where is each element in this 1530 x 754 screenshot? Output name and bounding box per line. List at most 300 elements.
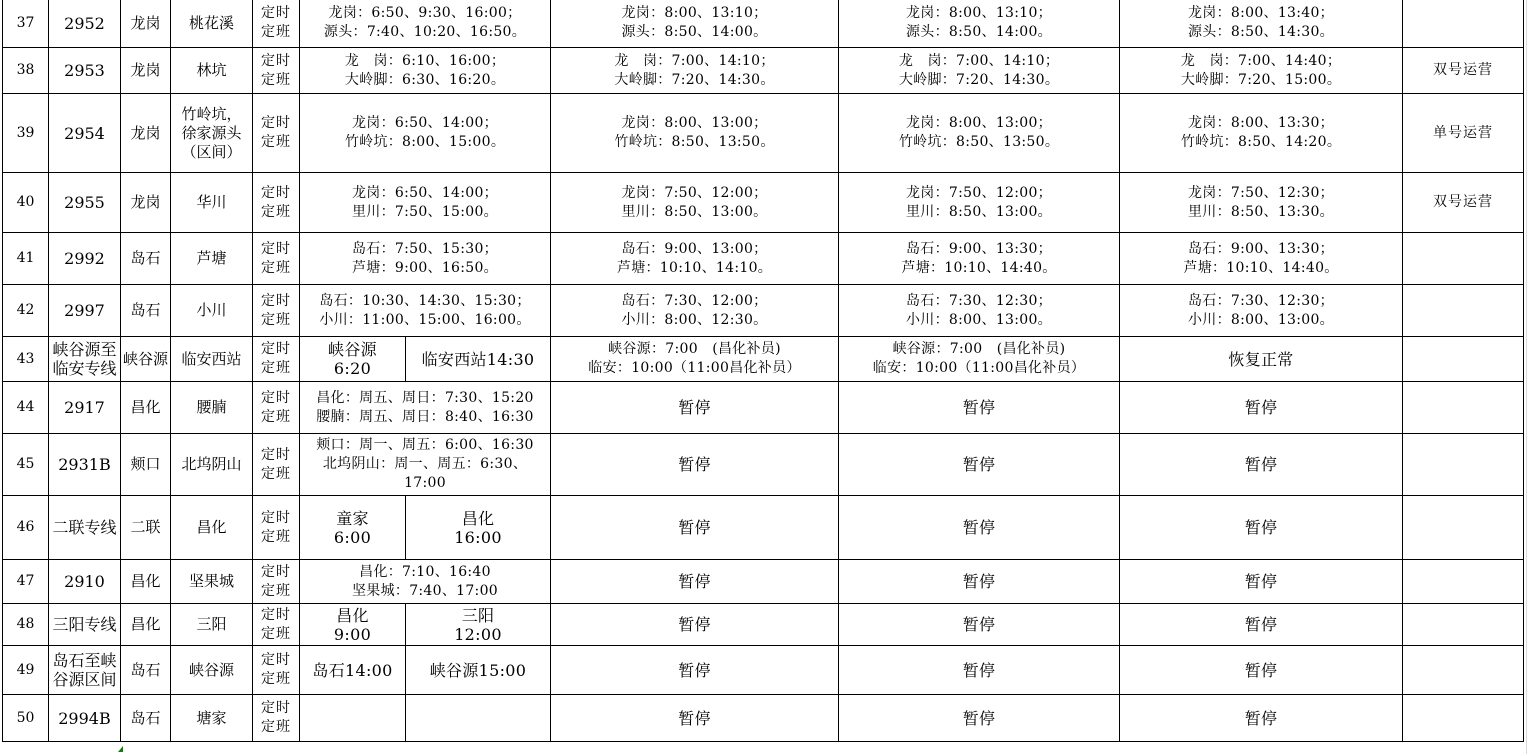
schedule-period-3-cell[interactable] [839, 285, 1120, 337]
service-type-cell[interactable] [253, 604, 300, 646]
end-station-cell-text: 林坑 [196, 61, 227, 79]
schedule-period-4-cell-text: 暂停 [1244, 572, 1278, 591]
schedule-period-2-cell-line: 岛石：9:00、13:00； [621, 240, 768, 257]
service-type-cell-line: 定班 [261, 203, 291, 220]
end-station-cell-text: 临安西站 [181, 349, 242, 368]
schedule-outbound-cell[interactable] [300, 496, 406, 560]
start-station-cell[interactable] [121, 434, 171, 496]
schedule-period-2-cell-line: 竹岭坑：8:50、13:50。 [614, 134, 775, 150]
row-number-cell-text: 38 [16, 62, 35, 78]
start-station-cell[interactable] [121, 48, 171, 94]
end-station-cell[interactable] [171, 233, 253, 285]
schedule-period-3-cell[interactable] [839, 337, 1120, 382]
row-number-cell[interactable] [3, 695, 49, 742]
schedule-period-3-cell-line: 里川：8:50、13:00。 [906, 203, 1052, 220]
schedule-normal-cell-line: 龙岗：6:50、14:00； [352, 115, 498, 131]
service-type-cell-line: 定时 [261, 652, 291, 668]
service-type-cell-line: 定时 [261, 184, 291, 201]
schedule-period-2-cell[interactable] [551, 496, 839, 560]
service-type-cell[interactable] [253, 94, 300, 173]
row-number-cell-text: 48 [16, 616, 35, 632]
schedule-period-4-cell-line: 龙 岗：7:00、14:40； [1180, 52, 1342, 69]
service-type-cell-line: 定班 [261, 465, 291, 482]
route-cell-text: 2994B [58, 708, 111, 728]
service-type-cell-line: 定班 [261, 671, 291, 687]
schedule-period-2-cell-line: 大岭脚：7:20、14:30。 [614, 71, 775, 88]
schedule-period-4-cell-line: 里川：8:50、13:30。 [1188, 203, 1334, 220]
start-station-cell-text: 峡谷源 [123, 349, 169, 368]
schedule-normal-cell-line: 岛石：7:50、15:30； [352, 240, 498, 257]
note-cell-text: 双号运营 [1433, 62, 1493, 78]
schedule-period-2-cell[interactable] [551, 560, 839, 604]
row-number-cell[interactable] [3, 434, 49, 496]
start-station-cell[interactable] [121, 173, 171, 233]
schedule-period-3-cell[interactable] [839, 604, 1120, 646]
route-cell[interactable] [49, 0, 121, 48]
start-station-cell-text: 岛石 [130, 708, 161, 727]
row-number-cell[interactable] [3, 337, 49, 382]
schedule-period-2-cell[interactable] [551, 173, 839, 233]
route-cell-text: 三阳专线 [52, 615, 117, 634]
row-number-cell[interactable] [3, 646, 49, 695]
service-type-cell[interactable] [253, 560, 300, 604]
end-station-cell[interactable] [171, 94, 253, 173]
table-row [3, 233, 1524, 285]
start-station-cell[interactable] [121, 0, 171, 48]
schedule-normal-cell-line: 昌化：7:10、16:40 [359, 563, 491, 580]
schedule-period-2-cell-text: 暂停 [678, 708, 711, 728]
table-row [3, 94, 1524, 173]
row-number-cell[interactable] [3, 604, 49, 646]
service-type-cell-line: 定班 [261, 582, 291, 599]
schedule-period-2-cell-line: 龙岗：8:00、13:10； [621, 5, 768, 21]
schedule-period-4-cell-line: 岛石：9:00、13:30； [1188, 240, 1334, 257]
schedule-period-2-cell[interactable] [551, 48, 839, 94]
schedule-period-4-cell-line: 竹岭坑：8:50、14:20。 [1180, 134, 1342, 150]
schedule-normal-cell-line: 竹岭坑：8:00、15:00。 [344, 134, 506, 150]
schedule-normal-cell-line: 岛石：10:30、14:30、15:30； [319, 292, 531, 309]
schedule-period-2-cell[interactable] [551, 285, 839, 337]
schedule-return-cell-line: 三阳 [461, 605, 495, 625]
schedule-outbound-cell[interactable] [300, 337, 406, 382]
schedule-period-4-cell[interactable] [1120, 646, 1403, 695]
schedule-return-cell[interactable] [406, 604, 551, 646]
schedule-period-3-cell[interactable] [839, 173, 1120, 233]
schedule-return-cell[interactable] [406, 646, 551, 695]
schedule-return-cell[interactable] [406, 337, 551, 382]
note-cell[interactable] [1403, 285, 1524, 337]
start-station-cell-text: 颊口 [130, 455, 161, 473]
schedule-outbound-cell[interactable] [300, 695, 406, 742]
end-station-cell-line: （区间） [181, 142, 242, 161]
row-number-cell-text: 37 [16, 14, 35, 31]
schedule-period-4-cell[interactable] [1120, 48, 1403, 94]
schedule-period-2-cell[interactable] [551, 604, 839, 646]
schedule-normal-cell[interactable] [300, 434, 551, 496]
route-cell[interactable] [49, 560, 121, 604]
route-cell[interactable] [49, 695, 121, 742]
note-cell[interactable] [1403, 337, 1524, 382]
route-cell[interactable] [49, 382, 121, 434]
service-type-cell-line: 定班 [261, 719, 291, 735]
start-station-cell[interactable] [121, 233, 171, 285]
schedule-period-3-cell-text: 暂停 [962, 615, 996, 634]
schedule-period-4-cell-line: 龙岗：8:00、13:40； [1188, 5, 1334, 21]
end-station-cell-text: 小川 [196, 301, 227, 319]
schedule-period-4-cell-line: 小川：8:00、13:00。 [1188, 311, 1334, 328]
schedule-normal-cell-line: 小川：11:00、15:00、16:00。 [319, 311, 531, 328]
end-station-cell-text: 芦塘 [196, 249, 227, 267]
schedule-normal-cell[interactable] [300, 560, 551, 604]
note-cell[interactable] [1403, 434, 1524, 496]
schedule-normal-cell-line: 坚果城：7:40、17:00 [352, 582, 498, 599]
service-type-cell[interactable] [253, 337, 300, 382]
schedule-normal-cell-line: 17:00 [404, 475, 446, 491]
schedule-period-3-cell[interactable] [839, 0, 1120, 48]
table-row [3, 48, 1524, 94]
end-station-cell-text: 昌化 [196, 518, 227, 536]
schedule-normal-cell-line: 大岭脚：6:30、16:20。 [344, 71, 506, 88]
cell-comment-marker [118, 746, 123, 752]
row-number-cell-text: 40 [16, 194, 35, 210]
route-cell-text: 2952 [64, 13, 105, 33]
service-type-cell[interactable] [253, 646, 300, 695]
schedule-period-3-cell-line: 龙岗：8:00、13:10； [906, 5, 1052, 21]
schedule-period-2-cell-line: 里川：8:50、13:00。 [621, 203, 768, 220]
schedule-return-cell-line: 12:00 [454, 624, 502, 644]
service-type-cell[interactable] [253, 233, 300, 285]
schedule-period-3-cell-line: 竹岭坑：8:50、13:50。 [898, 134, 1060, 150]
start-station-cell-text: 二联 [130, 518, 161, 536]
row-number-cell-text: 49 [16, 661, 35, 678]
route-cell[interactable] [49, 173, 121, 233]
note-cell[interactable] [1403, 695, 1524, 742]
schedule-period-3-cell-text: 暂停 [962, 572, 996, 591]
schedule-outbound-cell[interactable] [300, 646, 406, 695]
row-number-cell-text: 46 [16, 519, 35, 535]
row-number-cell[interactable] [3, 94, 49, 173]
schedule-period-3-cell[interactable] [839, 48, 1120, 94]
schedule-period-2-cell[interactable] [551, 94, 839, 173]
service-type-cell[interactable] [253, 173, 300, 233]
end-station-cell[interactable] [171, 285, 253, 337]
schedule-period-3-cell-text: 暂停 [962, 518, 996, 537]
schedule-period-2-cell[interactable] [551, 0, 839, 48]
route-cell[interactable] [49, 48, 121, 94]
row-number-cell[interactable] [3, 233, 49, 285]
schedule-period-2-cell[interactable] [551, 233, 839, 285]
start-station-cell[interactable] [121, 496, 171, 560]
start-station-cell-text: 岛石 [130, 660, 161, 679]
service-type-cell[interactable] [253, 48, 300, 94]
service-type-cell-line: 定时 [261, 5, 291, 21]
note-cell[interactable] [1403, 173, 1524, 233]
schedule-period-4-cell-text: 暂停 [1244, 708, 1278, 728]
schedule-period-4-cell-line: 岛石：7:30、12:30； [1188, 292, 1334, 309]
schedule-normal-cell-line: 龙岗：6:50、9:30、16:00； [328, 5, 522, 21]
route-cell-line: 临安专线 [52, 359, 117, 378]
end-station-cell-text: 腰腩 [196, 398, 227, 416]
route-cell[interactable] [49, 94, 121, 173]
route-cell[interactable] [49, 604, 121, 646]
schedule-normal-cell[interactable] [300, 0, 551, 48]
schedule-period-4-cell[interactable] [1120, 560, 1403, 604]
table-row [3, 173, 1524, 233]
row-number-cell-text: 43 [16, 350, 35, 367]
schedule-period-2-cell[interactable] [551, 382, 839, 434]
note-cell-text: 双号运营 [1433, 194, 1493, 210]
schedule-normal-cell[interactable] [300, 382, 551, 434]
start-station-cell-text: 昌化 [130, 572, 161, 590]
schedule-return-cell-text: 峡谷源15:00 [429, 660, 527, 680]
service-type-cell-line: 定班 [261, 24, 291, 40]
schedule-return-cell-text: 临安西站14:30 [421, 349, 535, 369]
table-row [3, 496, 1524, 560]
schedule-period-4-cell[interactable] [1120, 337, 1403, 382]
service-type-cell-line: 定班 [261, 528, 291, 545]
route-cell[interactable] [49, 285, 121, 337]
service-type-cell-line: 定班 [261, 311, 291, 328]
schedule-period-4-cell-text: 恢复正常 [1228, 349, 1294, 369]
schedule-period-3-cell-text: 暂停 [962, 398, 996, 417]
schedule-normal-cell-line: 颊口：周一、周五：6:00、16:30 [316, 437, 534, 453]
route-cell-line: 岛石至峡 [52, 651, 117, 670]
schedule-outbound-cell-line: 6:00 [333, 527, 372, 547]
end-station-cell[interactable] [171, 604, 253, 646]
schedule-period-2-cell[interactable] [551, 695, 839, 742]
start-station-cell-text: 岛石 [130, 249, 161, 267]
route-cell-text: 2917 [64, 398, 105, 417]
table-row [3, 434, 1524, 496]
end-station-cell[interactable] [171, 496, 253, 560]
schedule-return-cell[interactable] [406, 695, 551, 742]
schedule-period-3-cell[interactable] [839, 434, 1120, 496]
start-station-cell[interactable] [121, 382, 171, 434]
schedule-period-2-cell-text: 暂停 [678, 572, 711, 591]
service-type-cell[interactable] [253, 695, 300, 742]
schedule-period-4-cell-line: 源头：8:50、14:30。 [1188, 24, 1334, 40]
schedule-return-cell-line: 16:00 [454, 527, 502, 547]
schedule-normal-cell[interactable] [300, 48, 551, 94]
note-cell[interactable] [1403, 48, 1524, 94]
schedule-period-4-cell-text: 暂停 [1244, 518, 1278, 537]
schedule-period-2-cell-text: 暂停 [678, 398, 711, 417]
end-station-cell[interactable] [171, 695, 253, 742]
schedule-period-4-cell-text: 暂停 [1244, 660, 1278, 680]
row-number-cell[interactable] [3, 560, 49, 604]
start-station-cell[interactable] [121, 604, 171, 646]
end-station-cell[interactable] [171, 0, 253, 48]
start-station-cell[interactable] [121, 560, 171, 604]
schedule-period-2-cell-line: 龙 岗：7:00、14:10； [614, 52, 775, 69]
route-cell[interactable] [49, 233, 121, 285]
table-row [3, 604, 1524, 646]
schedule-period-4-cell[interactable] [1120, 604, 1403, 646]
service-type-cell[interactable] [253, 496, 300, 560]
schedule-period-2-cell-text: 暂停 [678, 615, 711, 634]
route-cell-text: 2931B [58, 455, 111, 474]
start-station-cell[interactable] [121, 94, 171, 173]
schedule-period-3-cell-line: 小川：8:00、13:00。 [906, 311, 1052, 328]
table-row [3, 285, 1524, 337]
schedule-period-3-cell-text: 暂停 [962, 660, 996, 680]
schedule-period-2-cell[interactable] [551, 434, 839, 496]
schedule-period-3-cell-line: 岛石：7:30、12:30； [906, 292, 1052, 309]
schedule-period-4-cell-line: 芦塘：10:10、14:40。 [1183, 259, 1339, 276]
service-type-cell-line: 定班 [261, 360, 291, 376]
schedule-period-4-cell-line: 大岭脚：7:20、15:00。 [1180, 71, 1342, 88]
schedule-period-3-cell[interactable] [839, 382, 1120, 434]
schedule-period-4-cell-line: 龙岗：7:50、12:30； [1188, 184, 1334, 201]
note-cell[interactable] [1403, 646, 1524, 695]
route-cell-text: 2910 [64, 572, 105, 591]
service-type-cell-line: 定时 [261, 700, 291, 716]
schedule-period-3-cell-line: 岛石：9:00、13:30； [906, 240, 1052, 257]
start-station-cell[interactable] [121, 695, 171, 742]
schedule-normal-cell[interactable] [300, 94, 551, 173]
schedule-period-4-cell[interactable] [1120, 695, 1403, 742]
end-station-cell-text: 桃花溪 [188, 13, 234, 32]
schedule-period-3-cell[interactable] [839, 560, 1120, 604]
schedule-normal-cell-line: 里川：7:50、15:00。 [352, 203, 498, 220]
schedule-period-3-cell[interactable] [839, 496, 1120, 560]
end-station-cell-text: 三阳 [196, 615, 227, 633]
end-station-cell[interactable] [171, 382, 253, 434]
route-cell[interactable] [49, 646, 121, 695]
schedule-outbound-cell-text: 岛石14:00 [312, 660, 393, 680]
schedule-period-3-cell-line: 大岭脚：7:20、14:30。 [898, 71, 1060, 88]
end-station-cell[interactable] [171, 173, 253, 233]
service-type-cell-line: 定班 [261, 625, 291, 642]
start-station-cell-text: 龙岗 [130, 61, 161, 79]
schedule-return-cell[interactable] [406, 496, 551, 560]
schedule-period-4-cell[interactable] [1120, 0, 1403, 48]
start-station-cell[interactable] [121, 337, 171, 382]
schedule-return-cell-line: 昌化 [461, 508, 495, 528]
schedule-normal-cell[interactable] [300, 285, 551, 337]
end-station-cell[interactable] [171, 434, 253, 496]
schedule-outbound-cell[interactable] [300, 604, 406, 646]
schedule-period-2-cell-line: 小川：8:00、12:30。 [621, 311, 768, 328]
schedule-normal-cell[interactable] [300, 173, 551, 233]
end-station-cell-text: 华川 [196, 193, 227, 211]
schedule-period-4-cell-text: 暂停 [1244, 455, 1278, 474]
schedule-period-2-cell-line: 芦塘：10:10、14:10。 [616, 259, 773, 276]
schedule-period-2-cell-text: 暂停 [678, 518, 711, 537]
end-station-cell[interactable] [171, 646, 253, 695]
end-station-cell-line: 竹岭坑， [181, 104, 242, 123]
row-number-cell[interactable] [3, 382, 49, 434]
start-station-cell-text: 龙岗 [130, 193, 161, 211]
end-station-cell-text: 塘家 [196, 708, 227, 727]
schedule-period-4-cell[interactable] [1120, 496, 1403, 560]
schedule-normal-cell[interactable] [300, 233, 551, 285]
route-cell[interactable] [49, 434, 121, 496]
schedule-period-3-cell[interactable] [839, 646, 1120, 695]
note-cell[interactable] [1403, 0, 1524, 48]
note-cell[interactable] [1403, 94, 1524, 173]
row-number-cell[interactable] [3, 173, 49, 233]
table-row [3, 695, 1524, 742]
service-type-cell-line: 定班 [261, 259, 291, 276]
schedule-period-3-cell[interactable] [839, 94, 1120, 173]
schedule-period-4-cell[interactable] [1120, 173, 1403, 233]
schedule-period-4-cell[interactable] [1120, 434, 1403, 496]
schedule-period-2-cell[interactable] [551, 646, 839, 695]
start-station-cell-text: 龙岗 [130, 123, 161, 142]
table-row [3, 382, 1524, 434]
service-type-cell[interactable] [253, 382, 300, 434]
schedule-outbound-cell-line: 9:00 [333, 624, 372, 644]
row-number-cell-text: 45 [16, 456, 35, 472]
route-cell-line: 谷源区间 [52, 670, 117, 689]
table-row [3, 646, 1524, 695]
row-number-cell-text: 44 [16, 399, 35, 415]
table-row [3, 337, 1524, 382]
start-station-cell[interactable] [121, 646, 171, 695]
schedule-period-4-cell-line: 龙岗：8:00、13:30； [1188, 115, 1334, 131]
service-type-cell[interactable] [253, 285, 300, 337]
schedule-period-3-cell[interactable] [839, 233, 1120, 285]
schedule-period-3-cell[interactable] [839, 695, 1120, 742]
schedule-period-3-cell-line: 龙岗：7:50、12:00； [906, 184, 1052, 201]
start-station-cell[interactable] [121, 285, 171, 337]
end-station-cell-line: 徐家源头 [181, 123, 242, 142]
route-cell-line: 峡谷源至 [52, 340, 117, 359]
service-type-cell-line: 定时 [261, 115, 291, 131]
schedule-period-4-cell[interactable] [1120, 382, 1403, 434]
schedule-period-4-cell-text: 暂停 [1244, 398, 1278, 417]
row-number-cell[interactable] [3, 285, 49, 337]
note-cell[interactable] [1403, 604, 1524, 646]
note-cell[interactable] [1403, 560, 1524, 604]
note-cell[interactable] [1403, 233, 1524, 285]
schedule-period-3-cell-line: 峡谷源：7:00 (昌化补员) [892, 341, 1066, 357]
service-type-cell-line: 定时 [261, 509, 291, 526]
service-type-cell[interactable] [253, 0, 300, 48]
note-cell[interactable] [1403, 382, 1524, 434]
note-cell[interactable] [1403, 496, 1524, 560]
schedule-period-2-cell-line: 龙岗：8:00、13:00； [621, 115, 768, 131]
schedule-period-4-cell[interactable] [1120, 285, 1403, 337]
schedule-normal-cell-line: 腰腩：周五、周日：8:40、16:30 [316, 408, 534, 425]
row-number-cell[interactable] [3, 0, 49, 48]
service-type-cell[interactable] [253, 434, 300, 496]
schedule-period-4-cell[interactable] [1120, 94, 1403, 173]
start-station-cell-text: 岛石 [130, 301, 161, 319]
row-number-cell[interactable] [3, 48, 49, 94]
end-station-cell[interactable] [171, 560, 253, 604]
service-type-cell-line: 定时 [261, 240, 291, 257]
schedule-normal-cell-line: 龙岗：6:50、14:00； [352, 184, 498, 201]
row-number-cell[interactable] [3, 496, 49, 560]
schedule-period-3-cell-text: 暂停 [962, 455, 996, 474]
end-station-cell[interactable] [171, 48, 253, 94]
schedule-period-4-cell[interactable] [1120, 233, 1403, 285]
schedule-period-2-cell[interactable] [551, 337, 839, 382]
schedule-period-2-cell-line: 源头：8:50、14:00。 [621, 24, 768, 40]
service-type-cell-line: 定时 [261, 52, 291, 69]
route-cell[interactable] [49, 337, 121, 382]
route-cell-text: 2997 [64, 301, 105, 320]
schedule-period-3-cell-line: 源头：8:50、14:00。 [906, 24, 1052, 40]
note-cell-text: 单号运营 [1433, 124, 1493, 141]
route-cell[interactable] [49, 496, 121, 560]
end-station-cell[interactable] [171, 337, 253, 382]
route-cell-text: 2955 [64, 193, 105, 212]
service-type-cell-line: 定班 [261, 134, 291, 150]
schedule-period-2-cell-line: 岛石：7:30、12:00； [621, 292, 768, 309]
